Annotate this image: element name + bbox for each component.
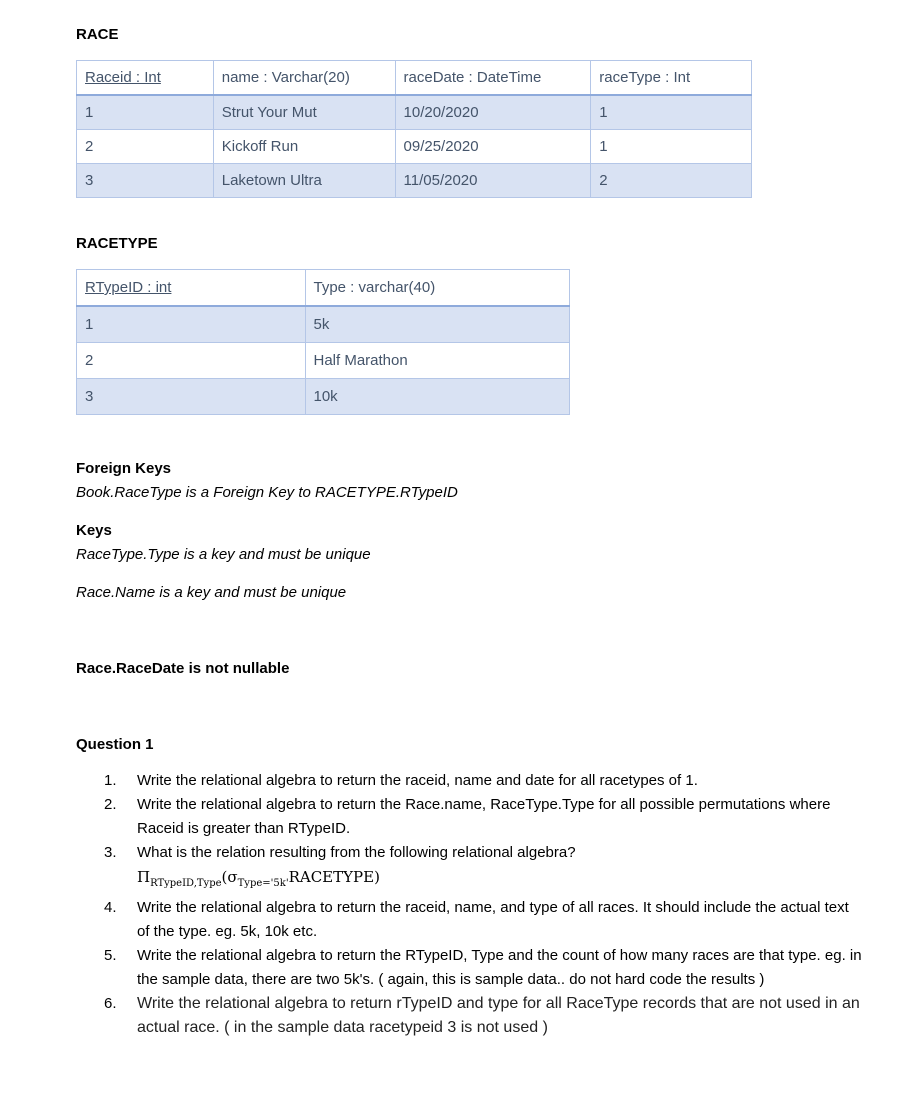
column-header: name : Varchar(20): [213, 61, 395, 96]
table-cell: 2: [77, 343, 306, 379]
list-item: 2. Write the relational algebra to return the Race.name, RaceType.Type for all possible permutations where Raceid is greater than RTypeID.: [104, 796, 831, 837]
column-header: Type : varchar(40): [305, 270, 570, 307]
table-cell: 2: [77, 130, 214, 164]
table-cell: 3: [77, 164, 214, 198]
table-cell: 10/20/2020: [395, 95, 591, 130]
keys-line-1: RaceType.Type is a key and must be unique: [76, 546, 371, 563]
table-cell: Strut Your Mut: [213, 95, 395, 130]
race-title: RACE: [76, 26, 119, 43]
table-cell: 1: [77, 95, 214, 130]
table-cell: 1: [591, 95, 752, 130]
table-header-row: [77, 61, 752, 96]
table-row: [77, 306, 570, 343]
selection-symbol: σ: [227, 868, 238, 886]
table-cell: Half Marathon: [305, 343, 570, 379]
keys-line-2: Race.Name is a key and must be unique: [76, 584, 347, 601]
foreign-keys-heading: Foreign Keys: [76, 460, 172, 477]
table-cell: 1: [77, 306, 306, 343]
table-cell: 1: [591, 130, 752, 164]
table-cell: 10k: [305, 379, 570, 415]
question-text: Write the relational algebra to return the raceid, name and date for all racetypes of 1.: [137, 772, 698, 789]
question-text: Write the relational algebra to return the raceid, name, and type of all races. It should include the actual text of the type. eg. 5k, 10k etc.: [137, 899, 849, 940]
table-cell: 3: [77, 379, 306, 415]
racetype-table: [76, 269, 570, 415]
table-row: [77, 164, 752, 198]
list-item: 1. Write the relational algebra to return the raceid, name and date for all racetypes of 1.: [104, 772, 698, 789]
column-header: raceDate : DateTime: [395, 61, 591, 96]
projection-symbol: Π: [137, 868, 151, 886]
list-item: 6. Write the relational algebra to return rTypeID and type for all RaceType records that are not used in an actual race. ( in the sample data racetypeid 3 is not used ): [104, 995, 860, 1036]
table-row: [77, 130, 752, 164]
foreign-keys-text: Book.RaceType is a Foreign Key to RACETYPE.RTypeID: [76, 484, 458, 501]
question-heading: Question 1: [76, 736, 154, 753]
table-cell: 11/05/2020: [395, 164, 591, 198]
table-cell: 5k: [305, 306, 570, 343]
question-text: Write the relational algebra to return the Race.name, RaceType.Type for all possible permutations where Raceid is greater than RTypeID.: [137, 796, 831, 837]
racetype-title: RACETYPE: [76, 235, 158, 252]
not-nullable-note: Race.RaceDate is not nullable: [76, 660, 290, 677]
question-list: [104, 769, 864, 1040]
table-header-row: [77, 270, 570, 307]
question-text: What is the relation resulting from the following relational algebra?: [137, 844, 576, 861]
table-row: [77, 95, 752, 130]
question-text: Write the relational algebra to return rTypeID and type for all RaceType records that are not used in an actual race. ( in the sample data racetypeid 3 is not used ): [137, 995, 860, 1036]
table-cell: 09/25/2020: [395, 130, 591, 164]
column-header: RTypeID : int: [77, 270, 306, 307]
table-row: [77, 343, 570, 379]
question-text: Write the relational algebra to return the RTypeID, Type and the count of how many races are that type. eg. in the sample data, there are two 5k's. ( again, this is sample data.. do not hard code the results ): [137, 947, 862, 988]
column-header: Raceid : Int: [77, 61, 214, 96]
column-header: raceType : Int: [591, 61, 752, 96]
race-table: [76, 60, 752, 198]
relational-algebra-expression: $\Pi_{RTypeID,Type}(\sigma_{Type='5k'}RACETYPE)$: [137, 868, 380, 889]
table-cell: Laketown Ultra: [213, 164, 395, 198]
table-cell: Kickoff Run: [213, 130, 395, 164]
table-row: [77, 379, 570, 415]
list-item: 4. Write the relational algebra to return the raceid, name, and type of all races. It should include the actual text of the type. eg. 5k, 10k etc.: [104, 899, 849, 940]
list-item: 5. Write the relational algebra to return the RTypeID, Type and the count of how many races are that type. eg. in the sample data, there are two 5k's. ( again, this is sample data.. do not hard code the results ): [104, 947, 862, 988]
keys-heading: Keys: [76, 522, 112, 539]
table-cell: 2: [591, 164, 752, 198]
list-item: 3. What is the relation resulting from the following relational algebra? $\Pi_{RTypeID,Type}(\sigma_{Type='5k'}RACETYPE)$: [104, 841, 864, 896]
